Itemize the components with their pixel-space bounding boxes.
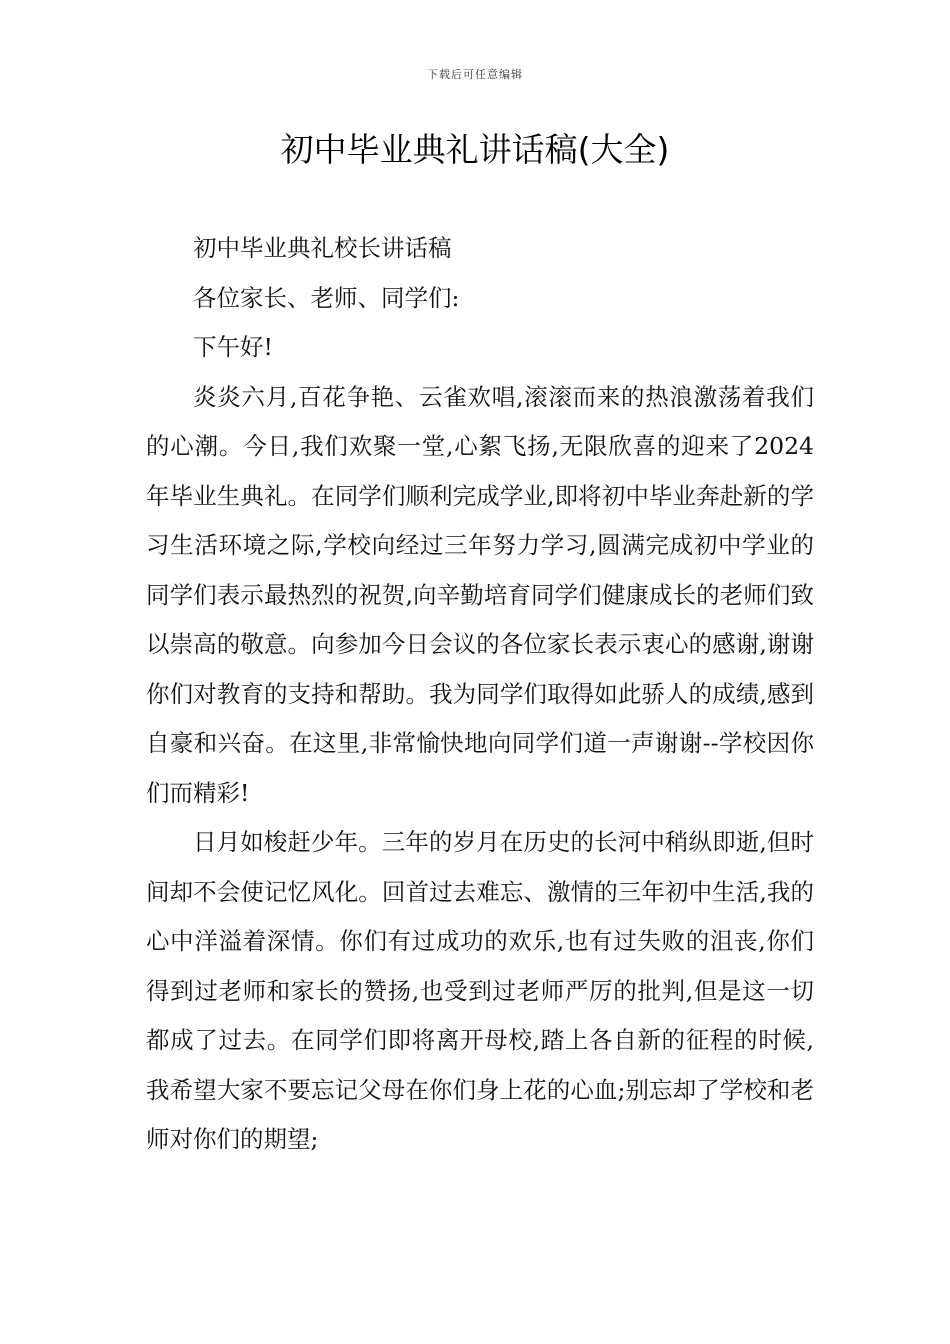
paragraph-body-2: 日月如梭赶少年。三年的岁月在历史的长河中稍纵即逝,但时间却不会使记忆风化。回首过去难忘、激情的三年初中生活,我的心中洋溢着深情。你们有过成功的欢乐,也有过失败的沮丧,你们得到过老师和家长的赞扬,也受到过老师严厉的批判,但是这一切都成了过去。在同学们即将离开母校,踏上各自新的征程的时候,我希望大家不要忘记父母在你们身上花的心血;别忘却了学校和老师对你们的期望;	[146, 828, 814, 1153]
paragraph-body-1: 炎炎六月,百花争艳、云雀欢唱,滚滚而来的热浪激荡着我们的心潮。今日,我们欢聚一堂,心絮飞扬,无限欣喜的迎来了2024年毕业生典礼。在同学们顺利完成学业,即将初中毕业奔赴新的学习生活环境之际,学校向经过三年努力学习,圆满完成初中学业的同学们表示最热烈的祝贺,向辛勤培育同学们健康成长的老师们致以崇高的敬意。向参加今日会议的各位家长表示衷心的感谢,谢谢你们对教育的支持和帮助。我为同学们取得如此骄人的成绩,感到自豪和兴奋。在这里,非常愉快地向同学们道一声谢谢--学校因你们而精彩!	[146, 382, 814, 807]
header-note: 下载后可任意编辑	[427, 68, 523, 81]
paragraph-greeting: 下午好!	[193, 333, 273, 361]
paragraph-subtitle: 初中毕业典礼校长讲话稿	[193, 234, 452, 262]
document-body	[146, 224, 814, 1165]
paragraph-salutation: 各位家长、老师、同学们:	[193, 283, 460, 312]
document-title: 初中毕业典礼讲话稿(大全)	[280, 130, 670, 169]
